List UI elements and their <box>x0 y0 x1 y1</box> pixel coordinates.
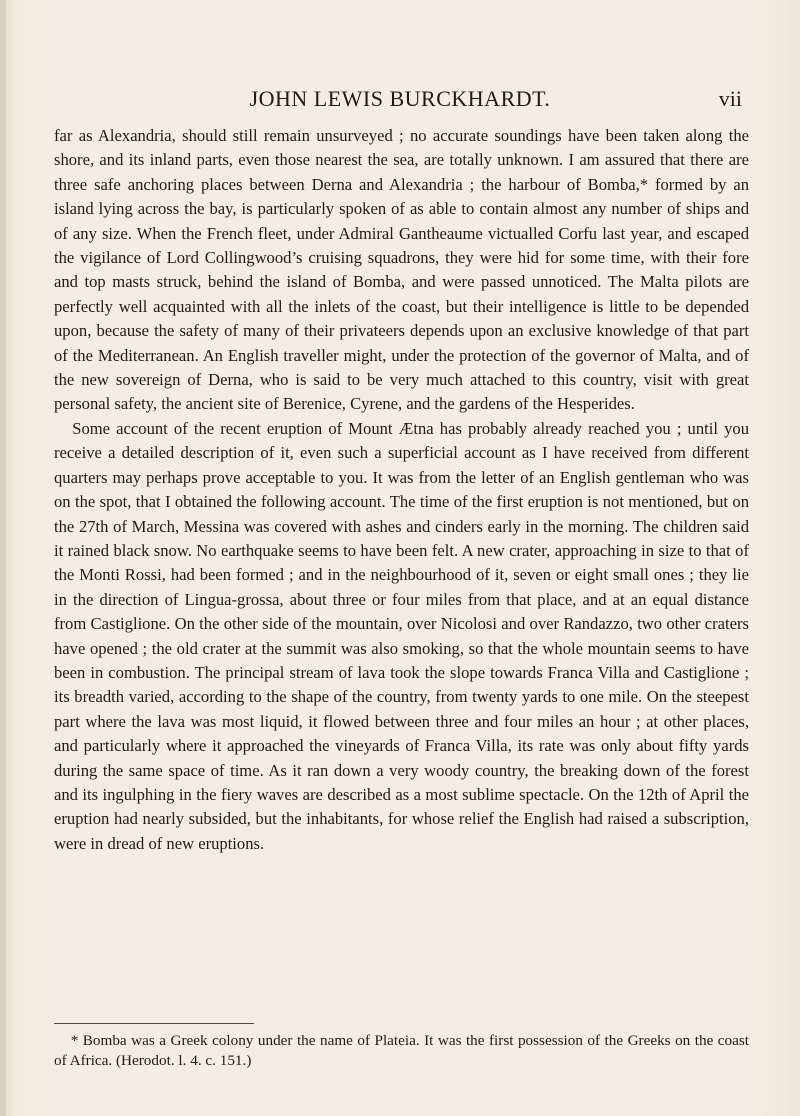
body-text <box>54 124 749 856</box>
footnote: * Bomba was a Greek colony under the name of Plateia. It was the first possession of the Greeks on the coast of Africa. (Herodot. l. 4. c. 151.) <box>54 1032 749 1069</box>
page-header <box>0 84 800 114</box>
running-head: JOHN LEWIS BURCKHARDT. <box>249 86 551 111</box>
paragraph-continued: far as Alexandria, should still remain unsurveyed ; no accurate soundings have been taken along the shore, and its inland parts, even those nearest the sea, are totally unknown. I am assured that there are three safe anchoring places between Derna and Alexandria ; the harbour of Bomba,* formed by an island lying across the bay, is particularly spoken of as able to contain almost any number of ships and of any size. When the French fleet, under Admiral Gantheaume victualled Corfu last year, and escaped the vigilance of Lord Collingwood’s cruising squadrons, they were hid for some time, with their fore and top masts struck, behind the island of Bomba, and were passed unnoticed. The Malta pilots are perfectly well acquainted with all the inlets of the coast, but their intelligence is little to be depended upon, because the safety of many of their privateers depends upon an exclusive knowledge of that part of the Mediterranean. An English traveller might, under the protection of the governor of Malta, and of the new sovereign of Derna, who is said to be very much attached to this country, visit with great personal safety, the ancient site of Berenice, Cyrene, and the gardens of the Hesperides. <box>54 126 749 414</box>
footnote-rule <box>54 1023 254 1024</box>
page-gutter-shadow <box>0 0 6 1116</box>
page-number: vii <box>718 86 742 111</box>
paragraph-etna-eruption: Some account of the recent eruption of Mount Ætna has probably already reached you ; until you receive a detailed description of it, even such a superficial account as I have received from different quarters may perhaps prove acceptable to you. It was from the letter of an English gentleman who was on the spot, that I obtained the following account. The time of the first eruption is not mentioned, but on the 27th of March, Messina was covered with ashes and cinders early in the morning. The children said it rained black snow. No earthquake seems to have been felt. A new crater, approaching in size to that of the Monti Rossi, had been formed ; and in the neighbourhood of it, seven or eight small ones ; they lie in the direction of Lingua-grossa, about three or four miles from that place, and at an equal distance from Castiglione. On the other side of the mountain, over Nicolosi and over Randazzo, two other craters have opened ; the old crater at the summit was also smoking, so that the whole mountain seems to have been in combustion. The principal stream of lava took the slope towards Franca Villa and Castiglione ; its breadth varied, according to the shape of the country, from twenty yards to one mile. On the steepest part where the lava was most liquid, it flowed between three and four miles an hour ; at other places, and particularly where it approached the vineyards of Franca Villa, its rate was only about fifty yards during the same space of time. As it ran down a very woody country, the breaking down of the forest and its ingulphing in the fiery waves are described as a most sublime spectacle. On the 12th of April the eruption had nearly subsided, but the inhabitants, for whose relief the English had raised a subscription, were in dread of new eruptions. <box>54 418 749 853</box>
